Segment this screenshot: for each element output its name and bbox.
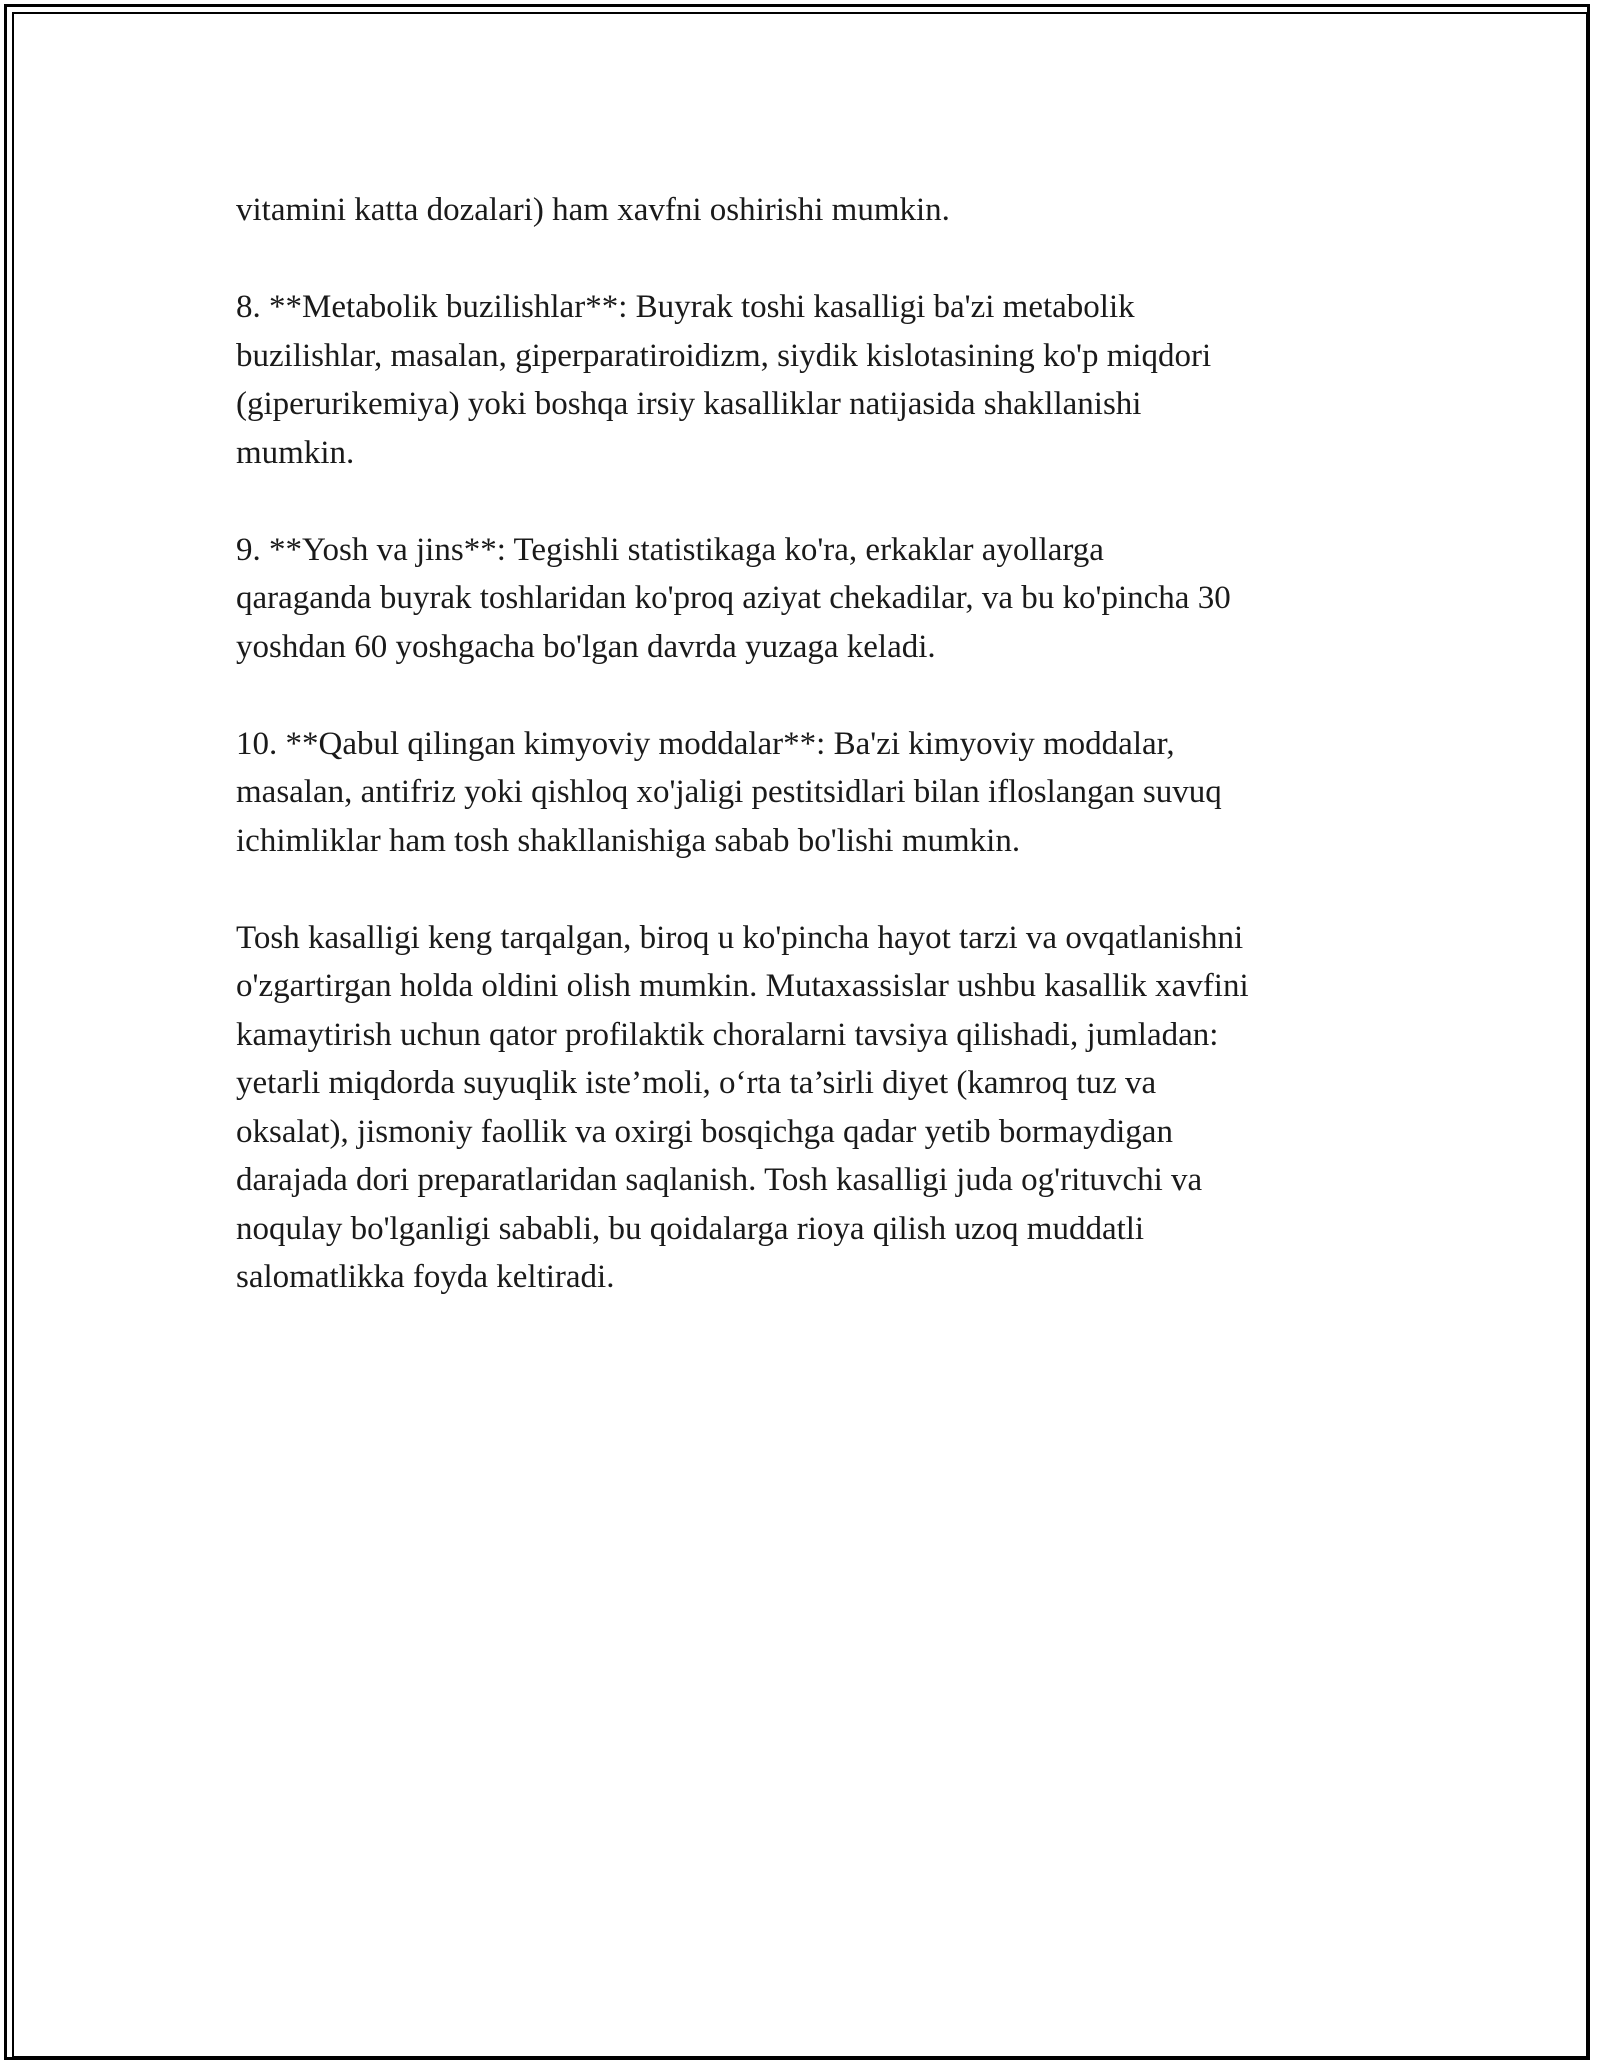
document-body (236, 186, 1366, 1350)
paragraph-age-and-sex: 9. **Yosh va jins**: Tegishli statistikaga ko'ra, erkaklar ayollarga qaraganda buyrak toshlaridan ko'proq aziyat chekadilar, va bu ko'pincha 30 yoshdan 60 yoshgacha bo'lgan davrda yuzaga keladi. (236, 531, 1231, 665)
paragraph-conclusion: Tosh kasalligi keng tarqalgan, biroq u ko'pincha hayot tarzi va ovqatlanishni o'zgartirgan holda oldini olish mumkin. Mutaxassislar ushbu kasallik xavfini kamaytirish uchun qator profilaktik choralarni tavsiya qilishadi, jumladan: yetarli miqdorda suyuqlik iste’moli, o‘rta ta’sirli diyet (kamroq tuz va oksalat), jismoniy faollik va oxirgi bosqichga qadar yetib bormaydigan darajada dori preparatlaridan saqlanish. Tosh kasalligi juda og'rituvchi va noqulay bo'lganligi sababli, bu qoidalarga rioya qilish uzoq muddatli salomatlikka foyda keltiradi. (236, 919, 1249, 1295)
paragraph-chemical-substances: 10. **Qabul qilingan kimyoviy moddalar**: Ba'zi kimyoviy moddalar, masalan, antifriz yoki qishloq xo'jaligi pestitsidlari bilan ifloslangan suvuq ichimliklar ham tosh shakllanishiga sabab bo'lishi mumkin. (236, 725, 1222, 859)
paragraph-metabolic-disorders: 8. **Metabolik buzilishlar**: Buyrak toshi kasalligi ba'zi metabolik buzilishlar, masalan, giperparatiroidizm, siydik kislotasining ko'p miqdori (giperurikemiya) yoki boshqa irsiy kasalliklar natijasida shakllanishi mumkin. (236, 289, 1212, 471)
paragraph-vitamin-continuation: vitamini katta dozalari) ham xavfni oshirishi mumkin. (236, 192, 950, 228)
